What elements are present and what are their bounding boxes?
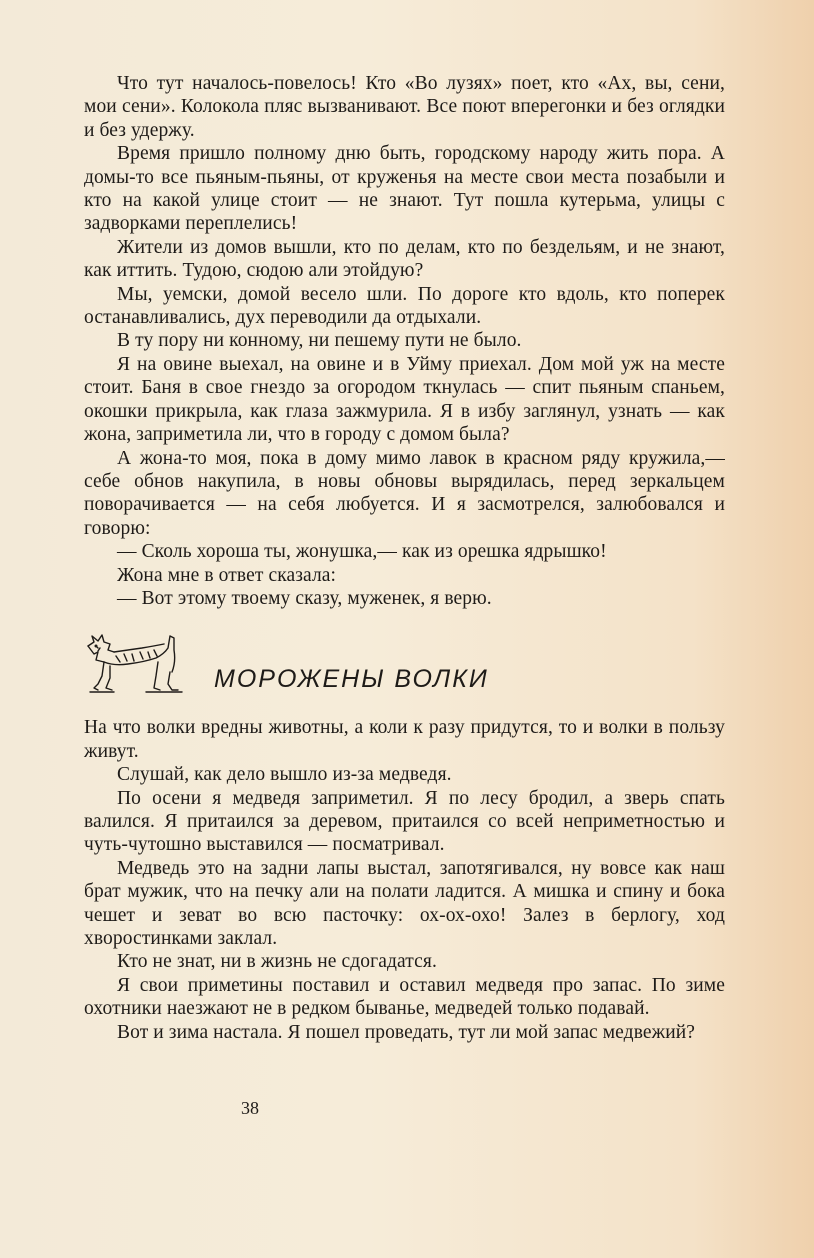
paragraph: Медведь это на задни лапы выстал, запотягивался, ну вовсе как наш брат мужик, что на печку али на полати ладится. А мишка и спину и бока чешет и зеват во всю пасточку: ох-ох-охо! Залез в берлогу, ход хворостинками заклал.: [84, 857, 725, 949]
wolf-illustration-icon: [84, 632, 184, 700]
paragraph: По осени я медведя заприметил. Я по лесу бродил, а зверь спать валился. Я притаился за деревом, притаился со всей неприметностью и чуть-чутошно выставился — посматривал.: [84, 787, 725, 856]
page-text: [84, 72, 725, 1044]
paragraph: Кто не знат, ни в жизнь не сдогадатся.: [117, 951, 437, 973]
paragraph: А жона-то моя, пока в дому мимо лавок в красном ряду кружила,— себе обнов накупила, в новы обновы вырядилась, перед зеркальцем поворачивается — на себя любуется. И я засмотрелся, залюбовался и говорю:: [84, 447, 725, 539]
section-title: МОРОЖЕНЫ ВОЛКИ: [214, 665, 489, 694]
paragraph: Время пришло полному дню быть, городскому народу жить пора. А домы-то все пьяным-пьяны, от круженья на месте свои места позабыли и кто на какой улице стоит — не знают. Тут пошла кутерьма, улицы с задворками переплелись!: [84, 143, 725, 235]
paragraph: — Вот этому твоему сказу, муженек, я верю.: [117, 587, 492, 609]
paragraph: Жители из домов вышли, кто по делам, кто по бездельям, и не знают, как иттить. Тудою, сюдою али этойдую?: [84, 236, 725, 282]
paragraph: Мы, уемски, домой весело шли. По дороге кто вдоль, кто поперек останавливались, дух переводили да отдыхали.: [84, 283, 725, 329]
page-number: 38: [241, 1098, 259, 1118]
story-part-1: [84, 72, 725, 610]
section-heading: [84, 624, 725, 714]
paragraph: Жона мне в ответ сказала:: [117, 564, 337, 586]
paragraph: Что тут началось-повелось! Кто «Во лузях» поет, кто «Ах, вы, сени, мои сени». Колокола пляс вызванивают. Все поют вперегонки и без оглядки и без удержу.: [84, 73, 725, 141]
paragraph: На что волки вредны животны, а коли к разу придутся, то и волки в пользу живут.: [84, 717, 725, 762]
paragraph: Я на овине выехал, на овине и в Уйму приехал. Дом мой уж на месте стоит. Баня в свое гнездо за огородом ткнулась — спит пьяным спаньем, окошки прикрыла, как глаза зажмурила. Я в избу заглянул, узнать — как жона, заприметила ли, что в городу с домом была?: [84, 353, 725, 446]
paragraph: Вот и зима настала. Я пошел проведать, тут ли мой запас медвежий?: [117, 1021, 696, 1043]
paragraph: Слушай, как дело вышло из-за медведя.: [117, 764, 452, 786]
paragraph: Я свои приметины поставил и оставил медведя про запас. По зиме охотники наезжают не в редком бываньe, медведей только подавай.: [84, 974, 725, 1020]
story-part-2: [84, 716, 725, 1044]
paragraph: — Сколь хороша ты, жонушка,— как из орешка ядрышко!: [117, 541, 607, 563]
paragraph: В ту пору ни конному, ни пешему пути не было.: [117, 330, 522, 352]
